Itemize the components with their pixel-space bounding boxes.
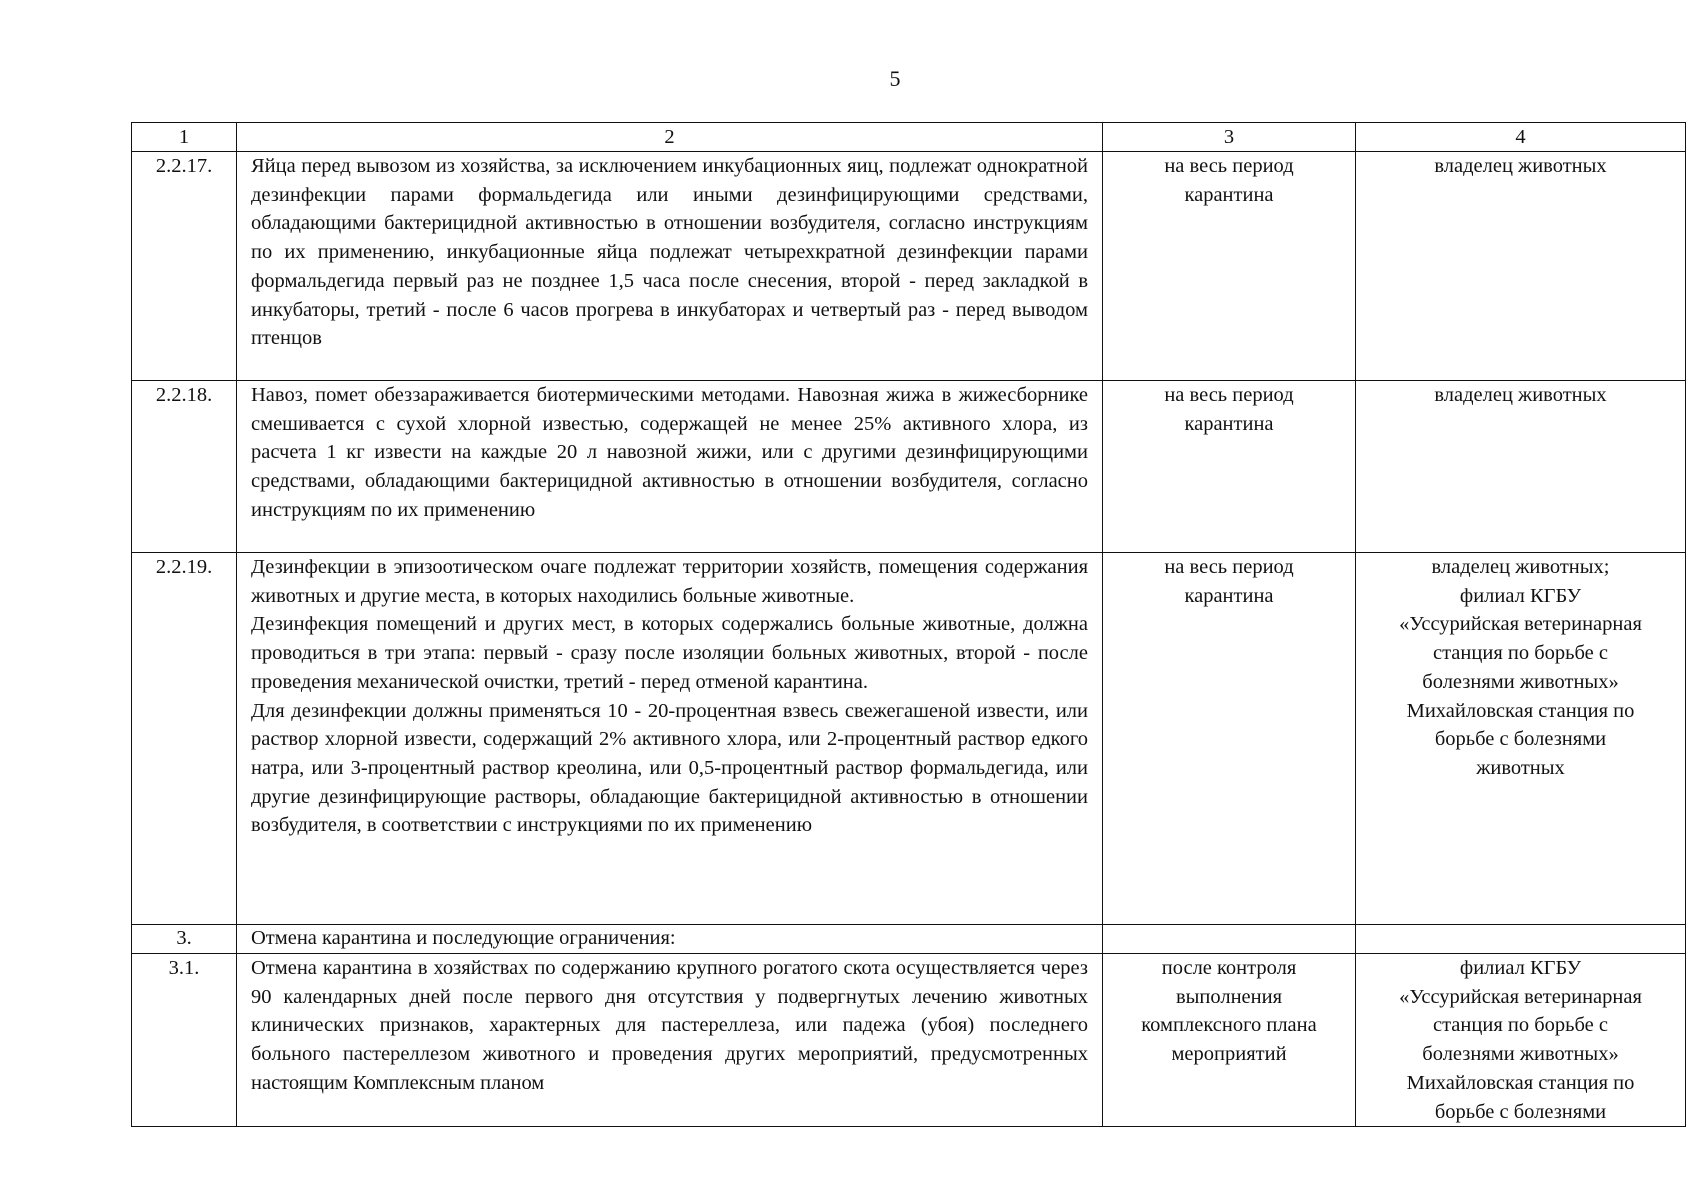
measure-responsible: [1356, 381, 1686, 553]
measure-description: [237, 152, 1103, 381]
responsible-line: Михайловская станция по: [1406, 699, 1635, 722]
responsible-line: животных: [1476, 756, 1565, 779]
item-number: 3.1.: [132, 954, 237, 1127]
responsible-line: болезнями животных»: [1422, 670, 1619, 693]
measure-description: [237, 381, 1103, 553]
measure-period: [1103, 954, 1356, 1127]
responsible-line: «Уссурийская ветеринарная: [1399, 985, 1642, 1008]
period-line: карантина: [1184, 412, 1274, 435]
empty-cell: [1103, 925, 1356, 954]
section-number: 3.: [132, 925, 237, 954]
measure-description: [237, 553, 1103, 925]
table-row: [132, 954, 1686, 1127]
measure-responsible: [1356, 954, 1686, 1127]
description-paragraph: Яйца перед вывозом из хозяйства, за исключением инкубационных яиц, подлежат однократной дезинфекции парами формальдегида или иными дезинфицирующими средствами, обладающими бактерицидной активностью в отношении возбудителя, согласно инструкциям по их применению, инкубационные яйца подлежат четырехкратной дезинфекции парами формальдегида первый раз не позднее 1,5 часа после снесения, второй - перед закладкой в инкубаторы, третий - после 6 часов прогрева в инкубаторах и четвертый раз - перед выводом птенцов: [251, 155, 1088, 350]
table-row: [132, 553, 1686, 925]
item-number: 2.2.19.: [132, 553, 237, 925]
description-paragraph: Дезинфекции в эпизоотическом очаге подлежат территории хозяйств, помещения содержания животных и другие места, в которых находились больные животные.: [251, 556, 1088, 607]
description-paragraph: Дезинфекция помещений и других мест, в которых содержались больные животные, должна проводиться в три этапа: первый - сразу после изоляции больных животных, второй - после проведения механической очистки, третий - перед отменой карантина.: [251, 613, 1088, 693]
responsible-line: владелец животных;: [1431, 556, 1610, 578]
section-row: [132, 925, 1686, 954]
responsible-line: болезнями животных»: [1422, 1043, 1619, 1066]
responsible-line: Михайловская станция по: [1406, 1071, 1635, 1094]
empty-cell: [1356, 925, 1686, 954]
measure-period: [1103, 553, 1356, 925]
description-paragraph: Отмена карантина в хозяйствах по содержанию крупного рогатого скота осуществляется через 90 календарных дней после первого дня отсутствия у подвергнутых лечению животных клинических признаков, характерных для пастереллеза, или падежа (убоя) последнего больного пастереллезом животного и проведения других мероприятий, предусмотренных настоящим Комплексным планом: [251, 957, 1088, 1094]
responsible-line: филиал КГБУ: [1459, 584, 1582, 607]
table-header-row: [132, 123, 1686, 152]
section-title: Отмена карантина и последующие ограничения:: [237, 925, 1103, 954]
period-line: на весь период: [1164, 155, 1294, 177]
header-col-3: 3: [1103, 123, 1356, 152]
header-col-1: 1: [132, 123, 237, 152]
responsible-line: станция по борьбе с: [1433, 642, 1608, 665]
responsible-line: владелец животных: [1434, 384, 1607, 406]
header-col-4: 4: [1356, 123, 1686, 152]
responsible-line: филиал КГБУ: [1459, 957, 1582, 979]
responsible-line: станция по борьбе с: [1433, 1014, 1608, 1037]
responsible-line: борьбе с болезнями: [1434, 728, 1607, 751]
responsible-line: борьбе с болезнями: [1434, 1100, 1607, 1123]
period-line: на весь период: [1164, 384, 1294, 406]
period-line: мероприятий: [1171, 1043, 1287, 1066]
page-number: 5: [889, 66, 901, 91]
measure-responsible: [1356, 553, 1686, 925]
period-line: выполнения: [1175, 985, 1283, 1008]
responsible-line: владелец животных: [1434, 155, 1607, 177]
header-col-2: 2: [237, 123, 1103, 152]
table-row: [132, 381, 1686, 553]
measure-description: [237, 954, 1103, 1127]
period-line: после контроля: [1161, 957, 1297, 979]
period-line: карантина: [1184, 183, 1274, 206]
measure-period: [1103, 152, 1356, 381]
table-row: [132, 152, 1686, 381]
period-line: комплексного плана: [1141, 1014, 1317, 1037]
item-number: 2.2.17.: [132, 152, 237, 381]
measures-table: [131, 122, 1686, 1127]
description-paragraph: Для дезинфекции должны применяться 10 - 20-процентная взвесь свежегашеной извести, или раствор хлорной извести, содержащий 2% активного хлора, или 2-процентный раствор едкого натра, или 3-процентный раствор креолина, или 0,5-процентный раствор формальдегида, или другие дезинфицирующие растворы, обладающие бактерицидной активностью в отношении возбудителя, в соответствии с инструкциями по их применению: [251, 699, 1088, 837]
responsible-line: «Уссурийская ветеринарная: [1399, 613, 1642, 636]
period-line: карантина: [1184, 584, 1274, 607]
item-number: 2.2.18.: [132, 381, 237, 553]
measure-period: [1103, 381, 1356, 553]
measure-responsible: [1356, 152, 1686, 381]
period-line: на весь период: [1164, 556, 1294, 578]
description-paragraph: Навоз, помет обеззараживается биотермическими методами. Навозная жижа в жижесборнике смешивается с сухой хлорной известью, содержащей не менее 25% активного хлора, из расчета 1 кг извести на каждые 20 л навозной жижи, или с другими дезинфицирующими средствами, обладающими бактерицидной активностью в отношении возбудителя, согласно инструкциям по их применению: [251, 384, 1088, 521]
